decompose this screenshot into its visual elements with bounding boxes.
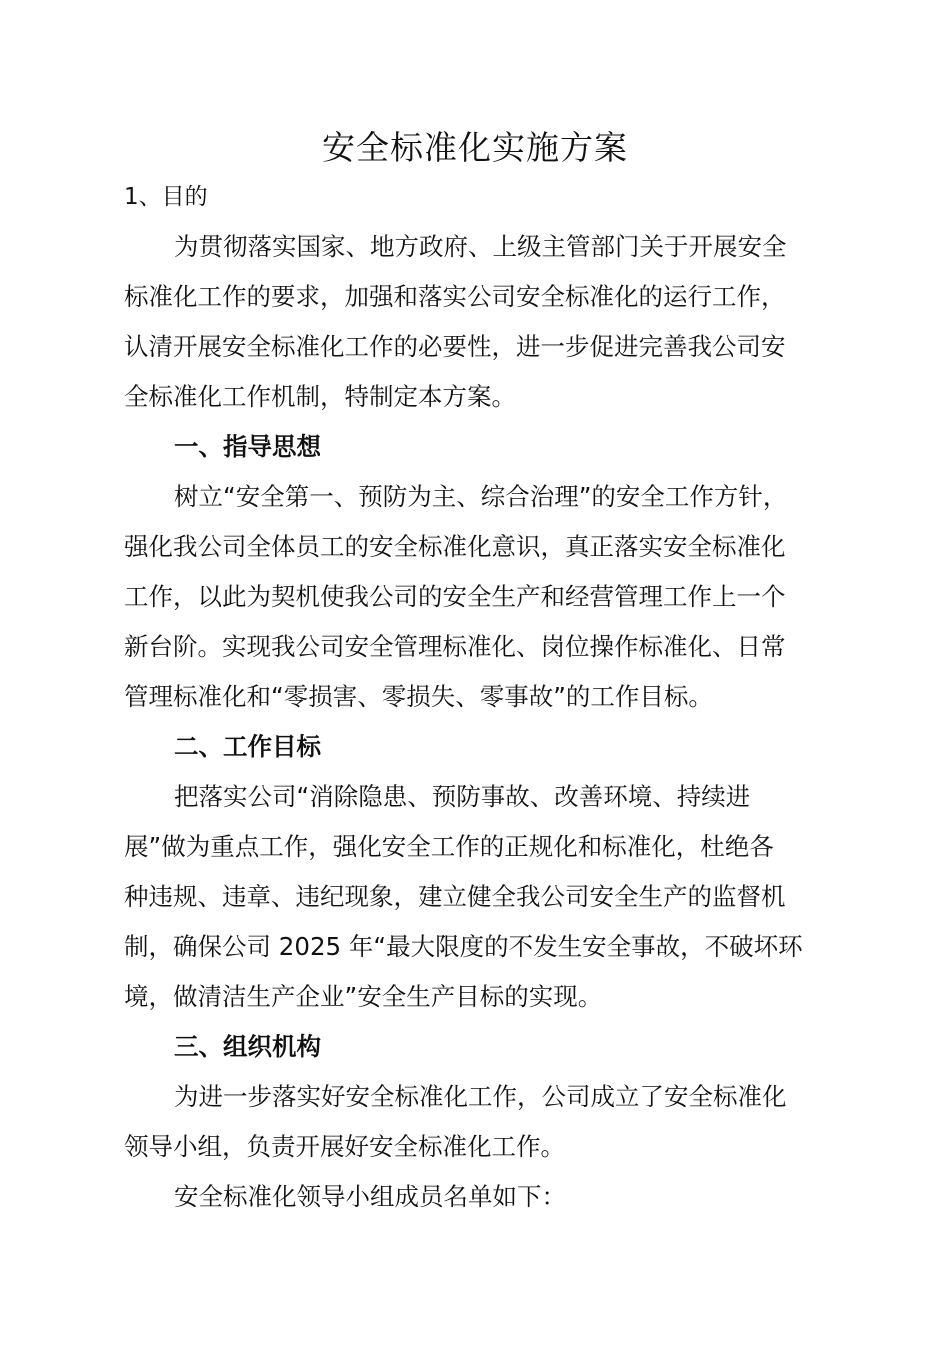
paragraph-line: 树立“安全第一、预防为主、综合治理”的安全工作方针，: [174, 482, 788, 511]
section-heading-work-goals: 二、工作目标: [174, 732, 321, 761]
purpose-heading: 1、目的: [124, 184, 208, 210]
paragraph-line: 认清开展安全标准化工作的必要性，进一步促进完善我公司安: [124, 332, 786, 361]
paragraph-line: 为贯彻落实国家、地方政府、上级主管部门关于开展安全: [174, 232, 787, 261]
section-heading-guiding-ideology: 一、指导思想: [174, 432, 321, 461]
paragraph-line: 领导小组，负责开展好安全标准化工作。: [124, 1132, 565, 1161]
paragraph-line: 强化我公司全体员工的安全标准化意识，真正落实安全标准化: [124, 532, 786, 561]
document-title: 安全标准化实施方案: [322, 128, 628, 167]
paragraph-line: 新台阶。实现我公司安全管理标准化、岗位操作标准化、日常: [124, 632, 786, 661]
paragraph-line: 种违规、违章、违纪现象，建立健全我公司安全生产的监督机: [124, 882, 786, 911]
paragraph-line: 境，做清洁生产企业”安全生产目标的实现。: [124, 982, 603, 1011]
paragraph-line: 全标准化工作机制，特制定本方案。: [124, 382, 516, 411]
paragraph-line: 标准化工作的要求，加强和落实公司安全标准化的运行工作，: [124, 282, 786, 311]
paragraph-line: 工作，以此为契机使我公司的安全生产和经营管理工作上一个: [124, 582, 786, 611]
member-list-intro: 安全标准化领导小组成员名单如下：: [174, 1182, 566, 1211]
paragraph-line: 制，确保公司 2025 年“最大限度的不发生安全事故，不破坏环: [124, 932, 803, 961]
paragraph-line: 管理标准化和“零损害、零损失、零事故”的工作目标。: [124, 682, 713, 711]
section-heading-organization: 三、组织机构: [174, 1032, 321, 1061]
paragraph-line: 把落实公司“消除隐患、预防事故、改善环境、持续进: [174, 782, 751, 811]
paragraph-line: 为进一步落实好安全标准化工作，公司成立了安全标准化: [174, 1082, 787, 1111]
paragraph-line: 展”做为重点工作，强化安全工作的正规化和标准化，杜绝各: [124, 832, 774, 861]
